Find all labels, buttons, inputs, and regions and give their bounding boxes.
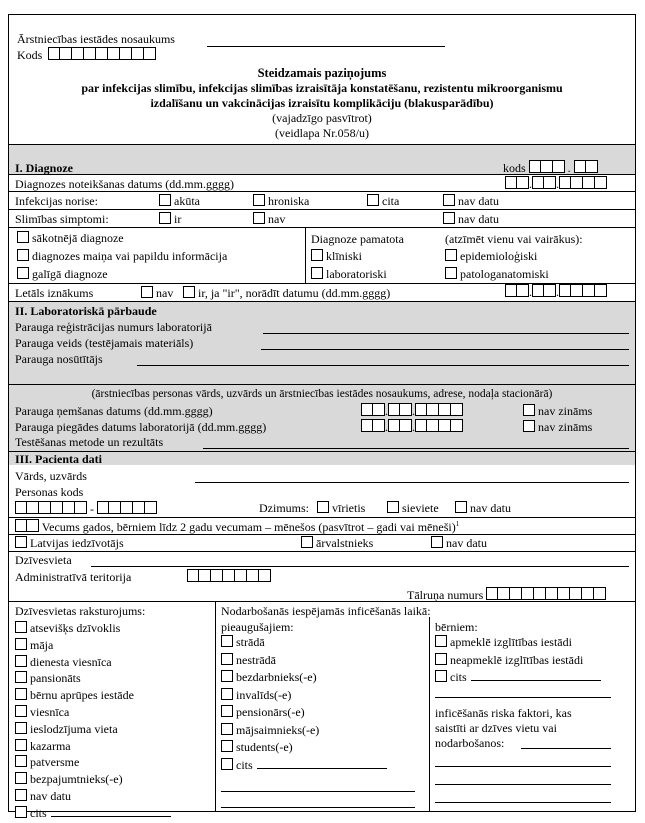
course-no-data[interactable]: nav datu <box>443 194 499 207</box>
option-b-rnu-apr-pes-iest-de-4[interactable] <box>15 688 211 705</box>
reg-no-field[interactable] <box>263 333 629 334</box>
admin-territory-label: Administratīvā teritorija <box>15 570 132 584</box>
other-field[interactable] <box>471 680 601 681</box>
option-label: students(-e) <box>236 740 293 754</box>
symptoms-no-data[interactable]: nav datu <box>443 212 499 225</box>
option-str-d-0[interactable] <box>221 635 425 653</box>
option-label: atsevišķs dzīvoklis <box>30 621 121 635</box>
symptoms-no[interactable]: nav <box>253 212 285 225</box>
method-field[interactable] <box>203 448 629 449</box>
checkbox[interactable] <box>15 638 27 650</box>
adults-extra-line-1[interactable] <box>221 791 415 792</box>
option-bezpajumtnieks-e-9[interactable] <box>15 772 211 789</box>
name-field[interactable] <box>195 482 629 483</box>
residence-type-label: Dzīvesvietas raksturojums: <box>15 604 146 618</box>
option-cits-7[interactable] <box>221 758 425 776</box>
checkbox[interactable] <box>221 653 233 665</box>
option-label: strādā <box>236 635 265 649</box>
risk-field-1[interactable] <box>521 748 611 749</box>
adults-label: pieaugušajiem: <box>221 620 294 634</box>
institution-field[interactable] <box>207 46 445 47</box>
taken-date-unknown[interactable]: nav zināms <box>523 404 592 417</box>
delivered-date-label: Parauga piegādes datums laboratorijā (dd.mm.gggg) <box>15 420 267 434</box>
option-label: ieslodzījuma vieta <box>30 721 118 736</box>
option-atsevi-s-dz-voklis-0[interactable] <box>15 621 211 638</box>
checkbox[interactable] <box>15 789 27 801</box>
checkbox[interactable] <box>15 688 27 700</box>
option-label: cits <box>450 670 467 684</box>
checkbox[interactable] <box>435 635 447 647</box>
course-chronic[interactable]: hroniska <box>253 194 309 207</box>
diag-final[interactable]: galīgā diagnoze <box>17 267 108 280</box>
symptoms-label: Slimības simptomi: <box>15 212 109 226</box>
course-acute[interactable]: akūta <box>159 194 200 207</box>
checkbox[interactable] <box>15 722 27 734</box>
underline-note: (vajadzīgo pasvītrot) <box>272 111 372 125</box>
checkbox[interactable] <box>15 705 27 717</box>
option-label: mājsaimnieks(-e) <box>236 722 320 737</box>
option-viesn-ca-5[interactable] <box>15 705 211 722</box>
residence-field[interactable] <box>91 566 629 567</box>
basis-laboratory[interactable]: laboratoriski <box>311 267 387 280</box>
option-label: cits <box>236 757 253 772</box>
method-label: Testēšanas metode un rezultāts <box>15 435 164 449</box>
sample-type-field[interactable] <box>261 349 629 350</box>
checkbox[interactable] <box>435 653 447 665</box>
checkbox[interactable] <box>221 688 233 700</box>
age-field[interactable]: Vecums gados, bērniem līdz 2 gadu vecumam – mēnešos (pasvītrot – gadi vai mēneši)$^1$ <box>15 519 459 534</box>
diagnosis-code-label: kods <box>503 161 526 175</box>
option-label: apmeklē izglītības iestādi <box>450 635 572 649</box>
option-pansion-ts-3[interactable] <box>15 671 211 688</box>
children-label: bērniem: <box>435 620 478 634</box>
form-title: Steidzamais paziņojums <box>257 66 387 80</box>
option-label: cits <box>30 805 47 820</box>
option-label: neapmeklē izglītības iestādi <box>450 652 584 667</box>
diagnosis-code-sub-boxes[interactable] <box>574 160 598 175</box>
reg-no-label: Parauga reģistrācijas numurs laboratorijā <box>15 320 212 334</box>
diag-initial[interactable]: sākotnējā diagnoze <box>17 231 124 244</box>
form-subtitle-2: izdalīšanu un vakcinācijas izraisītu komplikāciju (blakusparādību) <box>150 96 494 110</box>
option-bezdarbnieks-e-2[interactable] <box>221 670 425 688</box>
fatal-no[interactable]: nav <box>141 286 173 299</box>
option-label: dienesta viesnīca <box>30 654 112 669</box>
sender-field[interactable] <box>137 365 629 366</box>
sex-female[interactable]: sieviete <box>387 501 439 514</box>
name-label: Vārds, uzvārds <box>15 469 87 483</box>
lab-heading: II. Laboratoriskā pārbaude <box>15 304 157 318</box>
adults-column <box>221 635 425 775</box>
diag-change[interactable]: diagnozes maiņa vai papildu informācija <box>17 249 227 262</box>
code-label: Kods <box>17 48 43 62</box>
personal-code-boxes[interactable]: - <box>15 501 157 516</box>
option-label: māja <box>30 637 54 652</box>
checkbox[interactable] <box>221 635 233 647</box>
children-extra-line[interactable] <box>435 697 611 698</box>
phone-boxes[interactable] <box>486 587 606 602</box>
option-ieslodz-juma-vieta-6[interactable] <box>15 722 211 739</box>
option-label: invalīds(-e) <box>236 687 292 702</box>
option-dienesta-viesn-ca-2[interactable] <box>15 655 211 672</box>
age-label: Vecums gados, bērniem līdz 2 gadu vecumam – mēnešos (pasvītrot – gadi vai mēneši) <box>41 520 456 534</box>
option-label: bērnu aprūpes iestāde <box>30 688 134 703</box>
option-label: viesnīca <box>30 704 70 719</box>
course-other[interactable]: cita <box>367 194 399 207</box>
option-inval-ds-e-3[interactable] <box>221 688 425 706</box>
sex-label: Dzimums: <box>259 501 309 515</box>
option-m-ja-1[interactable] <box>15 638 211 655</box>
risk-text-1: inficēšanās riska faktori, kas <box>435 706 572 720</box>
checkbox[interactable] <box>15 755 27 767</box>
option-m-jsaimnieks-e-5[interactable] <box>221 723 425 741</box>
basis-note: (atzīmēt vienu vai vairākus): <box>445 232 583 246</box>
checkbox[interactable] <box>15 772 27 784</box>
checkbox[interactable] <box>221 740 233 752</box>
sample-type-label: Parauga veids (testējamais materiāls) <box>15 336 194 350</box>
checkbox[interactable] <box>15 655 27 667</box>
occupation-label: Nodarbošanās iespējamās inficēšanās laikā: <box>221 604 431 618</box>
diagnosis-date-boxes[interactable]: . . <box>505 176 607 191</box>
checkbox[interactable] <box>221 758 233 770</box>
option-label: pansionāts <box>30 671 81 686</box>
taken-date-boxes[interactable]: . . <box>361 403 463 418</box>
phone-label: Tālruņa numurs <box>407 588 484 602</box>
residence-label: Dzīvesvieta <box>15 553 72 567</box>
children-column <box>435 635 631 688</box>
diagnosis-heading: I. Diagnoze <box>15 161 73 175</box>
adults-extra-line-2[interactable] <box>221 807 415 808</box>
risk-field-4[interactable] <box>435 802 611 803</box>
checkbox[interactable] <box>435 670 447 682</box>
basis-epidemiological[interactable]: epidemioloģiski <box>445 249 537 262</box>
diagnosis-date-label: Diagnozes noteikšanas datums (dd.mm.gggg) <box>15 177 234 191</box>
admin-territory-boxes[interactable] <box>187 569 271 584</box>
option-label: bezdarbnieks(-e) <box>236 670 317 684</box>
diagnosis-code-boxes[interactable] <box>529 160 565 175</box>
patient-band <box>9 451 635 465</box>
option-pension-rs-e-4[interactable] <box>221 705 425 723</box>
option-label: kazarma <box>30 738 71 753</box>
risk-text-3: nodarbošanos: <box>435 736 505 750</box>
checkbox[interactable] <box>221 705 233 717</box>
option-label: pensionārs(-e) <box>236 705 305 719</box>
sex-male[interactable]: vīrietis <box>317 501 365 514</box>
form-subtitle-1: par infekcijas slimību, infekcijas slimības izraisītāja konstatēšanu, rezistentu mikroorganismu <box>81 81 563 95</box>
sender-label: Parauga nosūtītājs <box>15 352 103 366</box>
institution-label: Ārstniecības iestādes nosaukums <box>17 32 175 46</box>
risk-field-3[interactable] <box>435 784 611 785</box>
taken-date-label: Parauga ņemšanas datums (dd.mm.gggg) <box>15 404 213 418</box>
sender-note: (ārstniecības personas vārds, uzvārds un ārstniecības iestādes nosaukums, adrese, nodaļa stacionārā) <box>91 388 553 400</box>
resident-latvia[interactable]: Latvijas iedzīvotājs <box>15 536 124 549</box>
option-students-e-6[interactable] <box>221 740 425 758</box>
form-number: (veidlapa Nr.058/u) <box>275 126 369 140</box>
basis-label: Diagnoze pamatota <box>311 232 404 246</box>
institution-code-boxes[interactable] <box>48 47 156 62</box>
symptoms-yes[interactable]: ir <box>159 212 181 225</box>
fatal-date-boxes[interactable]: . . <box>505 284 607 299</box>
checkbox[interactable] <box>15 621 27 633</box>
personal-code-label: Personas kods <box>15 485 84 499</box>
risk-text-2: saistīti ar dzīves vietu vai <box>435 721 557 735</box>
notification-form: Ārstniecības iestādes nosaukums Kods Steidzamais paziņojums par infekcijas slimību, infekcijas slimības izraisītāja konstatēšanu, rezistentu mikroorganismu izdalīšanu un vakcinācijas izraisītu komplikāciju (blakusparādību) (vajadzīgo pasvītrot) (veidlapa Nr.058/u) I. Diagnoze kods . Diagnozes noteikšanas datums (dd.mm.gggg) . . Infekcijas norise: akūta hroniska cita nav datu Slimības simptomi: ir nav nav datu sākotnējā diagnoze diagnozes maiņa vai papildu informācija galīgā diagnoze Diagnoze pamatota (atzīmēt vienu vai vairākus): klīniski epidemioloģiski laboratoriski patologanatomiski Letāls iznākums nav ir, ja "ir", norādīt datumu (dd.mm.gggg) . . II. Laboratoriskā pārbaude Parauga reģistrācijas numurs laboratorijā Parauga veids (testējamais materiāls) Parauga nosūtītājs (ārstniecības personas vārds, uzvārds un ārstniecības iestādes nosaukums, adrese, nodaļa stacionārā) Parauga ņemšanas datums (dd.mm.gggg) . . nav zināms Parauga piegādes datums laboratorijā (dd.mm.gggg) . . nav zināms Testēšanas metode un rezultāts III. Pacienta dati Vārds, uzvārds Personas kods - Dzimums: vīrietis sieviete nav datu Vecums gados, bērniem līdz 2 gadu vecumam – mēnešos (pasvītrot – gadi vai mēneši)$^1$ Latvijas iedzīvotājs ārvalstnieks nav datu Dzīvesvieta Administratīvā teritorija Tālruņa numurs Dzīvesvietas raksturojums: atsevišķs dzīvoklis māja dienesta viesnīca pansionāts bērnu aprūpes iestāde viesnīca ieslodzījuma vieta kazarma patversme bezpajumtnieks(-e) nav datu cits Nodarbošanās iespējamās inficēšanās laikā: pieaugušajiem: strādā nestrādā bezdarbnieks(-e) invalīds(-e) pensionārs(-e) mājsaimnieks(-e) students(-e) cits bērniem: apmeklē izglītības iestādi neapmeklē izglītības iestādi cits inficēšanās riska faktori, kas saistīti ar dzīves vietu vai nodarbošanos: <box>8 14 636 812</box>
fatal-label: Letāls iznākums <box>15 286 94 300</box>
option-cits-11[interactable] <box>15 806 211 823</box>
resident-foreign[interactable]: ārvalstnieks <box>301 536 373 549</box>
option-label: patversme <box>30 755 80 770</box>
option-neapmekl-izgl-t-bas-iest-di-1[interactable] <box>435 653 631 671</box>
checkbox[interactable] <box>221 670 233 682</box>
option-nav-datu-10[interactable] <box>15 789 211 806</box>
delivered-date-unknown[interactable]: nav zināms <box>523 420 592 433</box>
other-field[interactable] <box>257 768 387 769</box>
delivered-date-boxes[interactable]: . . <box>361 419 463 434</box>
course-label: Infekcijas norise: <box>15 194 98 208</box>
option-nestr-d-1[interactable] <box>221 653 425 671</box>
checkbox[interactable] <box>15 671 27 683</box>
option-label: nav datu <box>30 788 71 803</box>
checkbox[interactable] <box>221 723 233 735</box>
risk-field-2[interactable] <box>435 766 611 767</box>
option-kazarma-7[interactable] <box>15 739 211 756</box>
fatal-yes[interactable]: ir, ja "ir", norādīt datumu (dd.mm.gggg) <box>183 286 390 299</box>
option-label: nestrādā <box>236 652 276 667</box>
option-label: bezpajumtnieks(-e) <box>30 772 123 787</box>
basis-pathology[interactable]: patologanatomiski <box>445 267 549 280</box>
residence-type-column <box>15 605 211 823</box>
resident-no-data[interactable]: nav datu <box>431 536 487 549</box>
sex-no-data[interactable]: nav datu <box>455 501 511 514</box>
patient-heading: III. Pacienta dati <box>15 452 102 466</box>
checkbox[interactable] <box>15 739 27 751</box>
option-patversme-8[interactable] <box>15 755 211 772</box>
basis-clinical[interactable]: klīniski <box>311 249 362 262</box>
option-cits-2[interactable] <box>435 670 631 688</box>
option-apmekl-izgl-t-bas-iest-di-0[interactable] <box>435 635 631 653</box>
